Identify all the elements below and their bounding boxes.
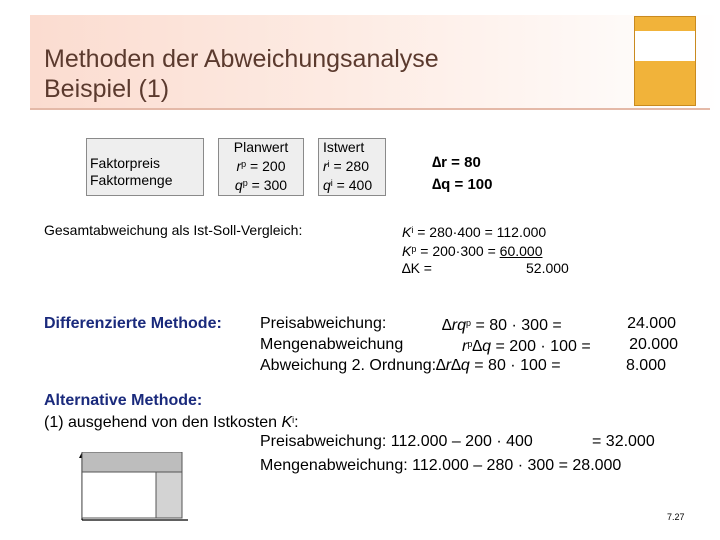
title-line-1: Methoden der Abweichungsanalyse: [44, 45, 439, 73]
diagram-price-area: [82, 452, 182, 472]
delta-r: ∆r = 80: [432, 154, 481, 171]
delta-values: [432, 152, 492, 196]
cost-area-diagram: [74, 452, 190, 522]
alternativ-subheading: (1) ausgehend von den Istkosten $K^i$:: [44, 414, 299, 431]
mengenabweichung-result: 20.000: [629, 336, 678, 353]
abweichung2-result: 8.000: [625, 357, 666, 374]
mengenabweichung-formula: $r^p\Delta q = 200 \cdot 100$ =: [462, 338, 591, 355]
factor-quantity-label: Faktormenge: [90, 172, 173, 188]
table-col-istwert: [318, 138, 386, 196]
title-line-2: Beispiel (1): [44, 75, 170, 103]
header-divider: [30, 108, 710, 110]
alt-mengenabweichung: Mengenabweichung: 112.000 – 280 · 300 = 28.000: [260, 457, 622, 474]
alt-preisabweichung-result: = 32.000: [592, 433, 655, 450]
abweichung2-label: Abweichung 2. Ordnung:: [260, 357, 437, 374]
diagram-base-area: [82, 472, 156, 518]
table-col-factor: [86, 138, 204, 196]
gesamt-plan: $K^p = 200\cdot 300 = 60.000$: [402, 243, 543, 259]
preisabweichung-result: 24.000: [627, 315, 676, 332]
cover-band: [635, 31, 695, 61]
page-number: 7.27: [667, 512, 685, 522]
preisabweichung-formula: $\Delta rq^p = 80 \cdot 300$ =: [442, 317, 562, 334]
page-title: [44, 44, 439, 104]
alt-preisabweichung: Preisabweichung: 112.000 – 200 · 400: [260, 433, 533, 450]
istwert-q: $q^i = 400$: [323, 177, 373, 193]
alternativ-heading: Alternative Methode:: [44, 392, 203, 409]
planwert-r: $r^p = 200$: [236, 158, 286, 174]
preisabweichung-label: Preisabweichung:: [260, 315, 387, 332]
diagram-quantity-area: [156, 472, 182, 518]
gesamt-delta-value: 52.000: [526, 260, 569, 276]
book-cover-image: [634, 16, 696, 106]
mengenabweichung-label: Mengenabweichung: [260, 336, 404, 353]
istwert-header: Istwert: [323, 139, 365, 155]
abweichung2-formula: ∆r∆q = 80 · 100 =: [436, 357, 561, 374]
table-col-planwert: [218, 138, 304, 196]
gesamt-label: Gesamtabweichung als Ist-Soll-Vergleich:: [44, 222, 303, 238]
gesamt-delta-label: ∆K =: [402, 260, 432, 276]
factor-price-label: Faktorpreis: [90, 155, 161, 171]
planwert-header: Planwert: [233, 139, 289, 155]
delta-q: ∆q = 100: [432, 176, 493, 193]
differenziert-heading: Differenzierte Methode:: [44, 315, 222, 332]
gesamt-ist: $K^i = 280\cdot 400 = 112.000$: [402, 224, 547, 240]
planwert-q: $q^p = 300$: [234, 177, 288, 193]
istwert-r: $r^i = 280$: [323, 158, 369, 174]
